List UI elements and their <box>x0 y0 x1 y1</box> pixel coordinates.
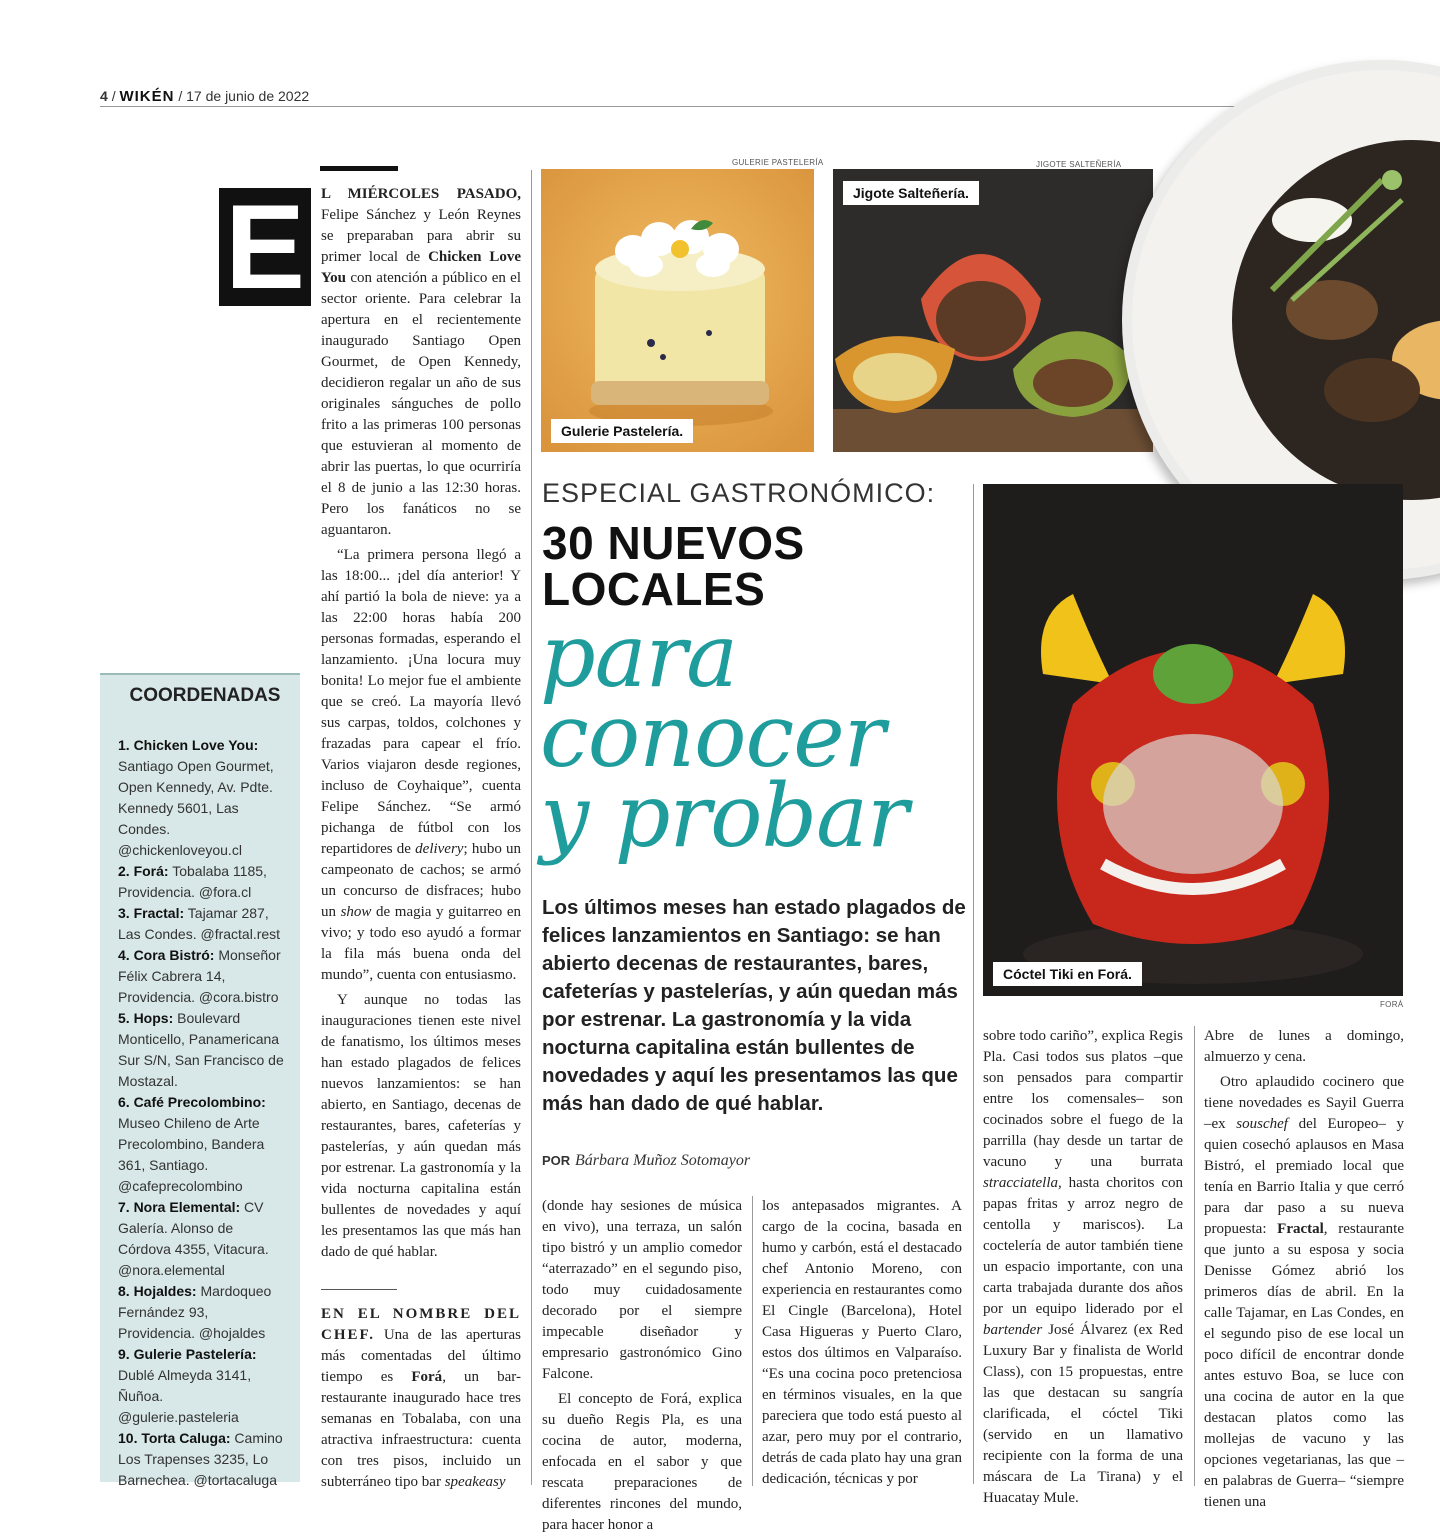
page-folio <box>100 88 309 105</box>
sidebar-entry <box>118 1428 286 1491</box>
venue-name: 5. Hops: <box>118 1010 174 1026</box>
empanadas-image <box>833 169 1153 452</box>
dropcap-rule <box>320 166 398 171</box>
headline-italic-line: y probar <box>540 765 908 867</box>
page-number: 4 <box>100 88 108 104</box>
sidebar-entry <box>118 1008 286 1092</box>
restaurant-name: Fractal <box>1277 1221 1324 1237</box>
venue-address: CV Galería. Alonso de Córdova 4355, Vitacura. @nora.elemental <box>118 1199 269 1278</box>
body-paragraph: los antepasados migrantes. A cargo de la cocina, basada en humo y carbón, está el destacado chef Antonio Moreno, con experiencia en restaurantes como El Cingle (Barcelona), Hotel Casa Higueras y Puerto Claro, estos dos últimos en Valparaíso. “Es una cocina poco pretenciosa en términos visuales, en la que pareciera que todo está puesto al azar, pero muy por el contrario, detrás de cada plato hay una gran dedicación, técnicas y por <box>762 1198 962 1487</box>
venue-name: 2. Forá: <box>118 863 169 879</box>
headline-line: 30 NUEVOS <box>542 517 805 569</box>
venue-name: 10. Torta Caluga: <box>118 1430 231 1446</box>
body-text: ; hubo un campeonato de cachos; se armó un concurso de disfraces; hubo un <box>321 841 521 920</box>
folio-separator: / <box>178 88 183 104</box>
venue-address: Mardoqueo Fernández 93, Providencia. @hojaldes <box>118 1283 272 1341</box>
body-text: Felipe Sánchez y León Reynes se preparaban para abrir su primer local de <box>321 207 521 265</box>
column-rule <box>531 170 532 1485</box>
gulerie-photo <box>541 169 814 452</box>
body-text: del Europeo– y quien cosechó aplausos en Masa Bistró, el premiado local que tenía en Barrio Italia y que cerró para dar paso a su nueva propuesta: <box>1204 1116 1404 1237</box>
author-name: Bárbara Muñoz Sotomayor <box>574 1152 751 1169</box>
body-text: , restaurante que junto a su esposa y socia Denisse Gómez abrió los primeros días de abril. En la calle Tajamar, en Las Condes, en el segundo piso de ese local un poco difícil de encontrar donde antes estuvo Boa, se luce con una cocina de autor en la que destacan platos como las mollejas de vacuno y las opciones vegetarianas, las que –en palabras de Guerra– “siempre tienen una <box>1204 1221 1405 1510</box>
column-rule <box>752 1196 753 1486</box>
venue-address: Camino Los Trapenses 3235, Lo Barnechea. @tortacaluga <box>118 1430 283 1488</box>
sidebar-entry <box>118 1344 286 1428</box>
sidebar-entry <box>118 903 286 945</box>
body-text: con atención a público en el sector oriente. Para celebrar la apertura en el recientemente inaugurado Santiago Open Gourmet, de Open Kennedy, decidieron regalar un año de sus originales sánguches de pollo frito a las primeras 100 personas que estuvieran al momento de abrir las puertas, lo que ocurriría el 8 de junio a las 12:30 horas. Pero los fanáticos no se aguantaron. <box>321 270 521 538</box>
sidebar-entry <box>118 1092 286 1197</box>
italic-term: bartender <box>983 1322 1043 1338</box>
body-text: sobre todo cariño”, explica Regis Pla. Casi todos sus platos –que son pensados para compartir entre los comensales– son cocinados sobre el fuego de la parrilla (hay desde un tartar de vacuno y una burrata <box>983 1028 1183 1170</box>
italic-term: show <box>340 904 372 920</box>
photo-caption: Cóctel Tiki en Forá. <box>993 962 1142 986</box>
venue-address: Tajamar 287, Las Condes. @fractal.rest <box>118 905 281 942</box>
headline-line: LOCALES <box>542 563 766 615</box>
body-text: , hasta choritos con papas fritas y arroz negro de centolla y mariscos). La coctelería de autor también tiene un espacio importante, con una carta trabajada durante dos años por un equipo liderado por el <box>983 1175 1183 1317</box>
body-text: “La primera persona llegó a las 18:00... ¡del día anterior! Y ahí partió la bola de nieve: ya a las 22:00 horas había 200 personas formadas, esperando el lanzamiento. ¡Una locura muy bonita! Lo mejor fue el ambiente que se creó. La mayoría llevó sus carpas, toldos, colchones y frazadas para capear el frío. Varios viajaron desde regiones, incluso de Coyhaique”, cuenta Felipe Sánchez. “Se armó pichanga de fútbol con los repartidores de <box>321 547 521 857</box>
body-paragraph: El concepto de Forá, explica su dueño Regis Pla, es una cocina de autor, moderna, enfocada en el sabor y que rescata preparaciones de diferentes rincones del mundo, para hacer honor a <box>542 1391 742 1533</box>
body-text: José Álvarez (ex Red Luxury Bar y finalista de World Class), con 15 propuestas, entre las que destacan su sangría clarificada, el cóctel Tiki (servido en un llamativo recipiente con la forma de una máscara de La Tirana) y el Huacatay Mule. <box>983 1322 1183 1506</box>
kicker: ESPECIAL GASTRONÓMICO: <box>542 478 936 508</box>
venue-address: Boulevard Monticello, Panamericana Sur S/N, San Francisco de Mostazal. <box>118 1010 284 1089</box>
sidebar-entry <box>118 1197 286 1281</box>
venue-address: Museo Chileno de Arte Precolombino, Bandera 361, Santiago. @cafeprecolombino <box>118 1115 265 1194</box>
sidebar-entry <box>118 861 286 903</box>
photo-credit: JIGOTE SALTEÑERÍA <box>1036 160 1122 169</box>
body-text: de magia y guitarreo en vivo; y todo eso ayudó a formar la fila más buena onda del mundo”, cuenta con entusiasmo. <box>321 904 521 983</box>
jigote-photo <box>833 169 1153 452</box>
venue-name: 3. Fractal: <box>118 905 185 921</box>
byline-label: POR <box>542 1153 571 1168</box>
headline-italic <box>540 605 908 867</box>
sidebar-title: COORDENADAS <box>129 685 281 706</box>
restaurant-name: Chicken Love You <box>321 249 521 286</box>
body-text: , un bar-restaurante inaugurado hace tres semanas en Tobalaba, con una atractiva infraestructura: cuenta con tres pisos, incluido un subterráneo tipo bar <box>321 1369 521 1490</box>
venue-address: Dublé Almeyda 3141, Ñuñoa. @gulerie.pasteleria <box>118 1367 252 1425</box>
lead-in: L MIÉRCOLES PASADO, <box>321 186 521 202</box>
italic-term: speakeasy <box>444 1474 506 1490</box>
venue-name: 4. Cora Bistró: <box>118 947 215 963</box>
column-rule <box>1194 1026 1195 1486</box>
publication-logo: WIKÉN <box>119 88 175 105</box>
photo-credit: GULERIE PASTELERÍA <box>732 158 824 167</box>
venue-address: Monseñor Félix Cabrera 14, Providencia. @cora.bistro <box>118 947 281 1005</box>
sidebar-entry <box>118 735 286 861</box>
body-text: Una de las aperturas más comentadas del último tiempo es <box>321 1327 521 1385</box>
folio-separator: / <box>111 88 116 104</box>
italic-term: souschef <box>1236 1116 1288 1132</box>
venue-name: 8. Hojaldes: <box>118 1283 197 1299</box>
body-column-5 <box>1204 1026 1404 1513</box>
issue-date: 17 de junio de 2022 <box>186 88 310 104</box>
body-column-2 <box>542 1196 742 1536</box>
sidebar-entries <box>118 735 286 1491</box>
cake-image <box>541 169 814 452</box>
header-rule <box>100 106 1320 107</box>
body-paragraph: Y aunque no todas las inauguraciones tienen este nivel de fanatismo, los últimos meses han estado plagados de felices nuevos lanzamientos: se han abierto, en Santiago, decenas de restaurantes, bares, cafeterías y pastelerías, y aún quedan más por estrenar. La gastronomía y la vida nocturna capitalina están bullentes de novedades y aquí les presentamos las que más han dado de qué hablar. <box>321 992 521 1260</box>
italic-term: stracciatella <box>983 1175 1058 1191</box>
venue-address: Santiago Open Gourmet, Open Kennedy, Av. Pdte. Kennedy 5601, Las Condes. @chickenloveyou.cl <box>118 758 274 858</box>
body-paragraph: Abre de lunes a domingo, almuerzo y cena. <box>1204 1028 1404 1065</box>
venue-name: 7. Nora Elemental: <box>118 1199 241 1215</box>
tiki-photo <box>983 484 1403 996</box>
headline-italic-line: para <box>540 605 738 707</box>
coordinates-sidebar <box>100 673 300 1488</box>
headline-italic-line: conocer <box>540 685 885 787</box>
column-rule <box>973 484 974 1484</box>
section-lead-in: EN EL NOMBRE DEL CHEF. <box>321 1306 521 1343</box>
sidebar-entry <box>118 1281 286 1344</box>
body-column-4 <box>983 1026 1183 1509</box>
tiki-cocktail-image <box>983 484 1403 996</box>
headline <box>542 517 805 615</box>
photo-credit: FORÁ <box>1380 1000 1404 1009</box>
photo-caption: Jigote Salteñería. <box>843 181 979 205</box>
dropcap: E <box>219 188 311 306</box>
venue-address: Tobalaba 1185, Providencia. @fora.cl <box>118 863 267 900</box>
photo-caption: Gulerie Pastelería. <box>551 419 693 443</box>
restaurant-name: Forá <box>411 1369 443 1385</box>
section-rule <box>321 1289 397 1290</box>
body-column-3 <box>762 1196 962 1490</box>
sidebar-entry <box>118 945 286 1008</box>
byline <box>542 1151 750 1170</box>
deck: Los últimos meses han estado plagados de felices lanzamientos en Santiago: se han abierto decenas de restaurantes, bares, cafeterías y pastelerías, y aún quedan más por estrenar. La gastronomía y la vida nocturna capitalina están bullentes de novedades y aquí les presentamos las que más han dado de qué hablar. <box>542 896 966 1115</box>
body-paragraph: (donde hay sesiones de música en vivo), una terraza, un salón tipo bistró y un amplio comedor “aterrazado” en el segundo piso, todo muy cuidadosamente decorado por el siempre impecable diseñador y empresario gastronómico Gino Falcone. <box>542 1198 742 1382</box>
italic-term: delivery <box>415 841 464 857</box>
body-column-1 <box>321 184 521 1493</box>
venue-name: 9. Gulerie Pastelería: <box>118 1346 257 1362</box>
venue-name: 6. Café Precolombino: <box>118 1094 266 1110</box>
venue-name: 1. Chicken Love You: <box>118 737 259 753</box>
body-text: Otro aplaudido cocinero que tiene novedades es Sayil Guerra –ex <box>1204 1074 1404 1132</box>
